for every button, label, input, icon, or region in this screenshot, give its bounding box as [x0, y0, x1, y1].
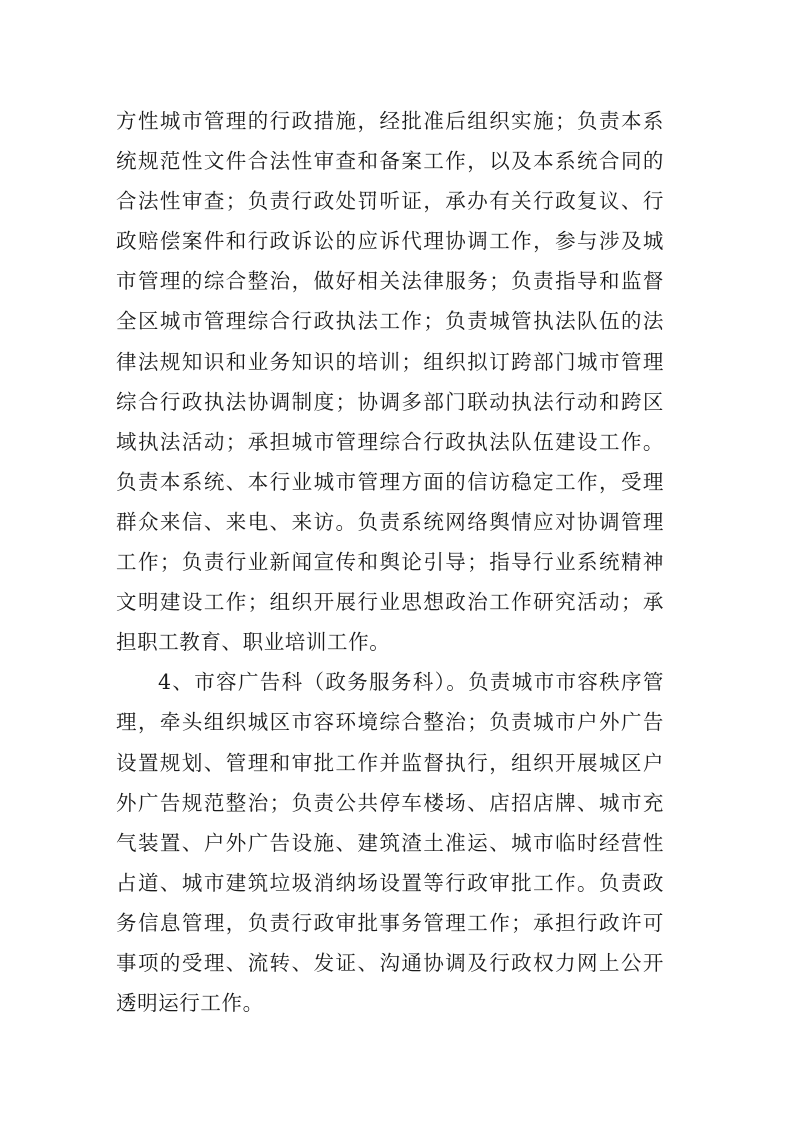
paragraph-continuation: 方性城市管理的行政措施，经批准后组织实施；负责本系统规范性文件合法性审查和备案工作，以及本系统合同的合法性审查；负责行政处罚听证，承办有关行政复议、行政赔偿案件和行政诉讼的应诉代理协调工作，参与涉及城市管理的综合整治，做好相关法律服务；负责指导和监督全区城市管理综合行政执法工作；负责城管执法队伍的法律法规知识和业务知识的培训；组织拟订跨部门城市管理综合行政执法协调制度；协调多部门联动执法行动和跨区域执法活动；承担城市管理综合行政执法队伍建设工作。负责本系统、本行业城市管理方面的信访稳定工作，受理群众来信、来电、来访。负责系统网络舆情应对协调管理工作；负责行业新闻宣传和舆论引导；指导行业系统精神文明建设工作；组织开展行业思想政治工作研究活动；承担职工教育、职业培训工作。: [116, 109, 664, 655]
document-body: [116, 101, 664, 1023]
paragraph-section-4: 4、市容广告科（政务服务科）。负责城市市容秩序管理，牵头组织城区市容环境综合整治；负责城市户外广告设置规划、管理和审批工作并监督执行，组织开展城区户外广告规范整治；负责公共停车楼场、店招店牌、城市充气装置、户外广告设施、建筑渣土准运、城市临时经营性占道、城市建筑垃圾消纳场设置等行政审批工作。负责政务信息管理，负责行政审批事务管理工作；承担行政许可事项的受理、流转、发证、沟通协调及行政权力网上公开透明运行工作。: [116, 670, 664, 1016]
